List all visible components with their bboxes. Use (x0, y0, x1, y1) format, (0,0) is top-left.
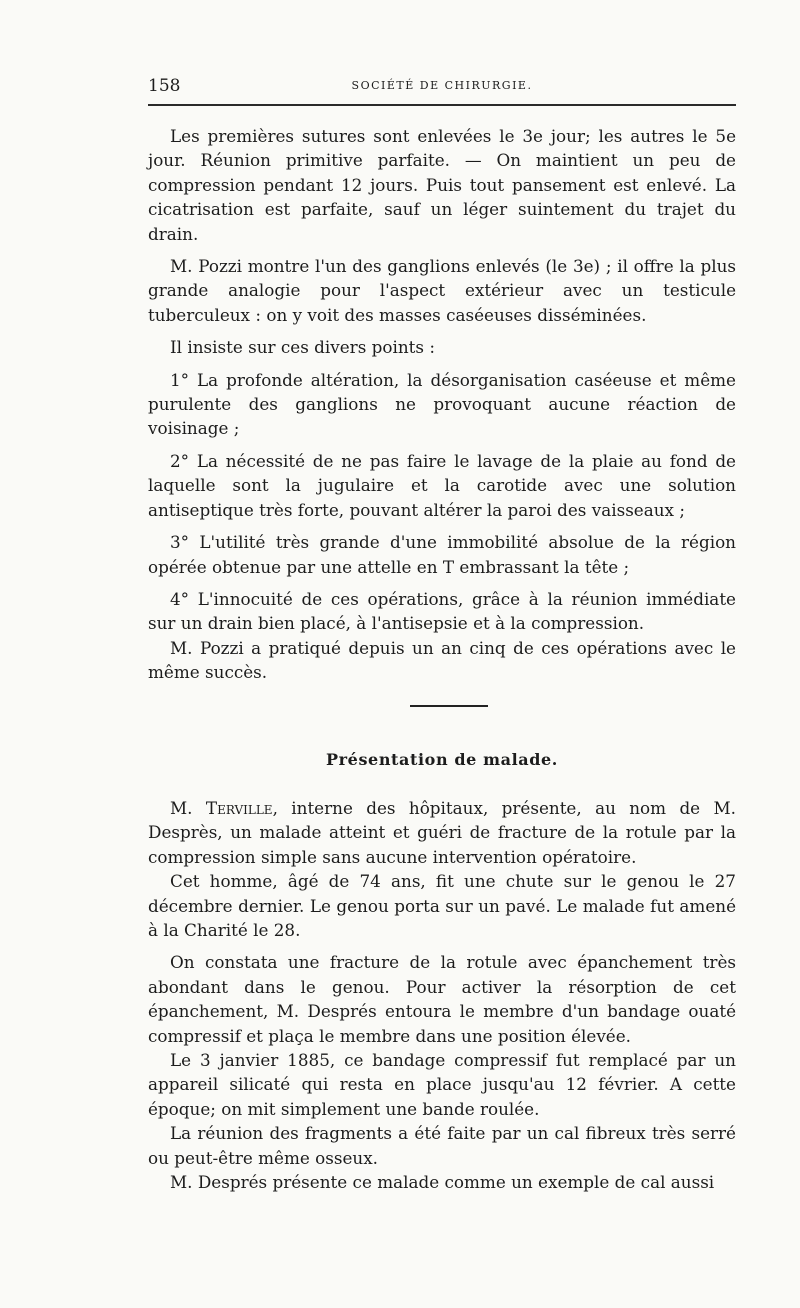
paragraph: Cet homme, âgé de 74 ans, fit une chute sur le genou le 27 décembre dernier. Le genou porta sur un pavé. Le malade fut amené à la Charité le 28. (148, 871, 736, 941)
paragraph: 3° L'utilité très grande d'une immobilité absolue de la région opérée obtenue par une attelle en T embrassant la tête ; (148, 532, 736, 577)
paragraph: Il insiste sur ces divers points : (170, 337, 436, 358)
section-title: Présentation de malade. (326, 750, 558, 769)
speaker-name: M. Terville (170, 798, 273, 818)
paragraph (148, 796, 736, 869)
paragraph: 2° La nécessité de ne pas faire le lavage de la plaie au fond de laquelle sont la jugulaire et la carotide avec une solution antiseptique très forte, pouvant altérer la paroi des vaisseaux ; (148, 450, 736, 520)
section-divider (410, 705, 488, 707)
page-number: 158 (148, 76, 181, 96)
paragraph: 4° L'innocuité de ces opérations, grâce à la réunion immédiate sur un drain bien placé, à l'antisepsie et à la compression. (148, 588, 736, 634)
body-text-upper (148, 124, 736, 685)
paragraph: La réunion des fragments a été faite par un cal fibreux très serré ou peut-être même osseux. (148, 1123, 736, 1168)
paragraph: Le 3 janvier 1885, ce bandage compressif fut remplacé par un appareil silicaté qui resta en place jusqu'au 12 février. A cette époque; on mit simplement une bande roulée. (148, 1050, 736, 1119)
paragraph: 1° La profonde altération, la désorganisation caséeuse et même purulente des ganglions ne provoquant aucune réaction de voisinage ; (148, 369, 736, 439)
paragraph: On constata une fracture de la rotule avec épanchement très abondant dans le genou. Pour activer la résorption de cet épanchement, M. Després entoura le membre d'un bandage ouaté compressif et plaça le membre dans une position élevée. (148, 952, 736, 1046)
paragraph: M. Pozzi montre l'un des ganglions enlevés (le 3e) ; il offre la plus grande analogie pour l'aspect extérieur avec un testicule tuberculeux : on y voit des masses caséeuses disséminées. (148, 256, 736, 325)
page-header (148, 76, 736, 98)
paragraph-text: , interne des hôpitaux, présente, au nom de M. Desprès, un malade atteint et guéri de fracture de la rotule par la compression simple sans aucune intervention opératoire. (148, 798, 737, 867)
paragraph: M. Pozzi a pratiqué depuis un an cinq de ces opérations avec le même succès. (148, 637, 736, 683)
running-head: SOCIÉTÉ DE CHIRURGIE. (351, 79, 533, 92)
paragraph: Les premières sutures sont enlevées le 3e jour; les autres le 5e jour. Réunion primitive parfaite. — On maintient un peu de compression pendant 12 jours. Puis tout pansement est enlevé. La cicatrisation est parfaite, sauf un léger suintement du trajet du drain. (148, 126, 736, 244)
header-rule (148, 104, 736, 106)
body-text-lower (148, 796, 736, 1195)
paragraph: M. Després présente ce malade comme un exemple de cal aussi (170, 1172, 715, 1193)
